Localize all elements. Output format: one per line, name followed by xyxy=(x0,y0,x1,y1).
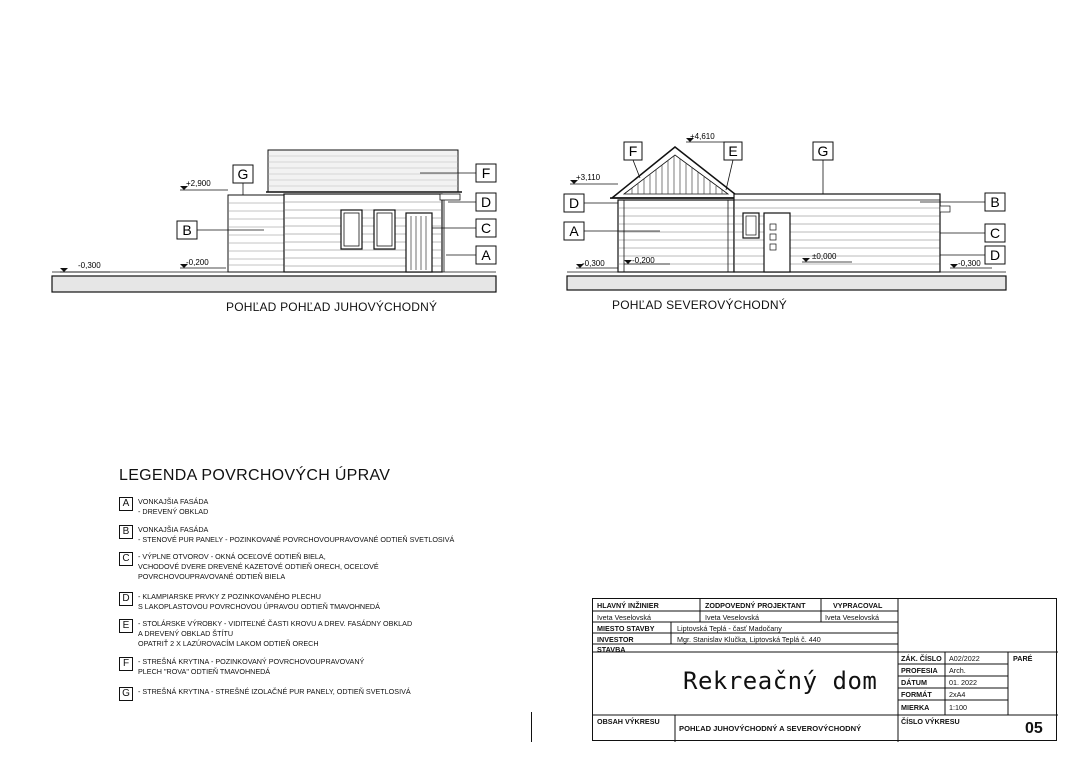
tag-f: F xyxy=(628,143,638,159)
legend-line: A DREVENÝ OBKLAD ŠTÍTU xyxy=(138,629,234,638)
legend-title: LEGENDA POVRCHOVÝCH ÚPRAV xyxy=(119,467,391,484)
southeast-view-title: POHĽAD POHĽAD JUHOVÝCHODNÝ xyxy=(226,300,438,314)
drawn-by-label: VYPRACOVAL xyxy=(833,601,883,610)
building-name: Rekreačný dom xyxy=(683,667,878,695)
legend-line: - VÝPLNE OTVOROV - OKNÁ OCEĽOVÉ ODTIEŇ BIELA, xyxy=(138,552,326,561)
tag-a: A xyxy=(481,247,491,263)
drawn-by-value: Iveta Veselovská xyxy=(825,613,879,622)
tag-d: D xyxy=(480,194,492,210)
level-eave: +3,110 xyxy=(576,173,601,182)
tag-b: B xyxy=(182,222,192,238)
legend-key: E xyxy=(119,619,133,633)
tag-g: G xyxy=(817,143,829,159)
northeast-elevation-drawing xyxy=(540,0,1080,300)
sheet-divider xyxy=(531,712,532,742)
legend-line: OPATRIŤ 2 X LAZÚROVACÍM LAKOM ODTIEŇ ORECH xyxy=(138,639,319,648)
legend-line: VCHODOVÉ DVERE DREVENÉ KAZETOVÉ ODTIEŇ ORECH, OCEĽOVÉ xyxy=(138,562,379,571)
drawing-content-label: OBSAH VÝKRESU xyxy=(597,717,660,726)
legend-key: F xyxy=(119,657,133,671)
ground-strip xyxy=(567,276,1006,290)
tag-d: D xyxy=(989,247,1001,263)
tag-b: B xyxy=(990,194,1000,210)
investor-value: Mgr. Stanislav Klučka, Liptovská Teplá č. 440 xyxy=(677,635,821,644)
site-value: Liptovská Teplá - časť Madočany xyxy=(677,624,782,633)
responsible-designer-label: ZODPOVEDNÝ PROJEKTANT xyxy=(705,601,806,610)
level-top: +2,900 xyxy=(186,179,211,188)
level-floor: -0,200 xyxy=(186,258,209,267)
tag-a: A xyxy=(569,223,579,239)
legend-line: VONKAJŠIA FASÁDA xyxy=(138,525,209,534)
scale-value: 1:100 xyxy=(949,703,967,712)
profession-value: Arch. xyxy=(949,666,966,675)
tag-g: G xyxy=(237,166,249,182)
legend-line: - DREVENÝ OBKLAD xyxy=(138,507,209,516)
chief-engineer-value: Iveta Veselovská xyxy=(597,613,651,622)
entrance-door xyxy=(764,213,790,272)
drawing-number-label: ČÍSLO VÝKRESU xyxy=(901,717,960,726)
level-floor: -0,200 xyxy=(632,256,655,265)
level-zero: ±0,000 xyxy=(812,252,837,261)
drawing-number-value: 05 xyxy=(1025,720,1043,737)
tag-d: D xyxy=(568,195,580,211)
site-label: MIESTO STAVBY xyxy=(597,624,655,633)
legend-line: VONKAJŠIA FASÁDA xyxy=(138,497,209,506)
window xyxy=(743,213,759,238)
entrance-door xyxy=(406,213,432,272)
roof xyxy=(268,150,458,192)
building-label: STAVBA xyxy=(597,645,626,654)
tag-c: C xyxy=(989,225,1001,241)
legend-line: - STENOVÉ PUR PANELY - POZINKOVANÉ POVRCHOVOUPRAVOVANÉ ODTIEŇ SVETLOSIVÁ xyxy=(138,535,455,544)
format-label: FORMÁT xyxy=(901,690,932,699)
copies-label: PARÉ xyxy=(1013,654,1033,663)
investor-label: INVESTOR xyxy=(597,635,634,644)
order-number-value: A02/2022 xyxy=(949,654,980,663)
legend-key: B xyxy=(119,525,133,539)
date-value: 01. 2022 xyxy=(949,678,977,687)
chief-engineer-label: HLAVNÝ INŽINIER xyxy=(597,601,659,610)
legend-line: - STOLÁRSKE VÝROBKY - VIDITEĽNÉ ČASTI KROVU A DREV. FASÁDNY OBKLAD xyxy=(138,619,413,628)
level-ridge: +4,610 xyxy=(690,132,715,141)
format-value: 2xA4 xyxy=(949,690,966,699)
order-number-label: ZÁK. ČÍSLO xyxy=(901,654,942,663)
level-ground-right: -0,300 xyxy=(958,259,981,268)
legend-line: S LAKOPLASTOVOU POVRCHOVOU ÚPRAVOU ODTIEŇ TMAVOHNEDÁ xyxy=(138,602,380,611)
legend-line: PLECH "ROVA" ODTIEŇ TMAVOHNEDÁ xyxy=(138,667,271,676)
profession-label: PROFESIA xyxy=(901,666,938,675)
legend-line: - KLAMPIARSKE PRVKY Z POZINKOVANÉHO PLECHU xyxy=(138,592,321,601)
legend-line: - STREŠNÁ KRYTINA - STREŠNÉ IZOLAČNÉ PUR PANELY, ODTIEŇ SVETLOSIVÁ xyxy=(138,687,411,696)
level-ground-left: -0,300 xyxy=(582,259,605,268)
title-block xyxy=(592,598,1057,741)
legend-key: A xyxy=(119,497,133,511)
ground-strip xyxy=(52,276,496,292)
date-label: DÁTUM xyxy=(901,678,927,687)
legend-key: D xyxy=(119,592,133,606)
wall-panel-block xyxy=(228,195,284,272)
tag-c: C xyxy=(480,220,492,236)
level-ground: -0,300 xyxy=(78,261,101,270)
drawing-content-value: POHĽAD JUHOVÝCHODNÝ A SEVEROVÝCHODNÝ xyxy=(679,724,862,733)
legend-line: POVRCHOVOUPRAVOVANÉ ODTIEŇ BIELA xyxy=(138,572,286,581)
legend-key: C xyxy=(119,552,133,566)
southeast-elevation-drawing xyxy=(0,0,540,300)
scale-label: MIERKA xyxy=(901,703,930,712)
legend-key: G xyxy=(119,687,133,701)
gutter xyxy=(440,194,460,200)
legend-line: - STREŠNÁ KRYTINA - POZINKOVANÝ POVRCHOVOUPRAVOVANÝ xyxy=(138,657,365,666)
tag-e: E xyxy=(728,143,738,159)
responsible-designer-value: Iveta Veselovská xyxy=(705,613,759,622)
tag-f: F xyxy=(481,165,491,181)
northeast-view-title: POHĽAD SEVEROVÝCHODNÝ xyxy=(612,298,787,312)
